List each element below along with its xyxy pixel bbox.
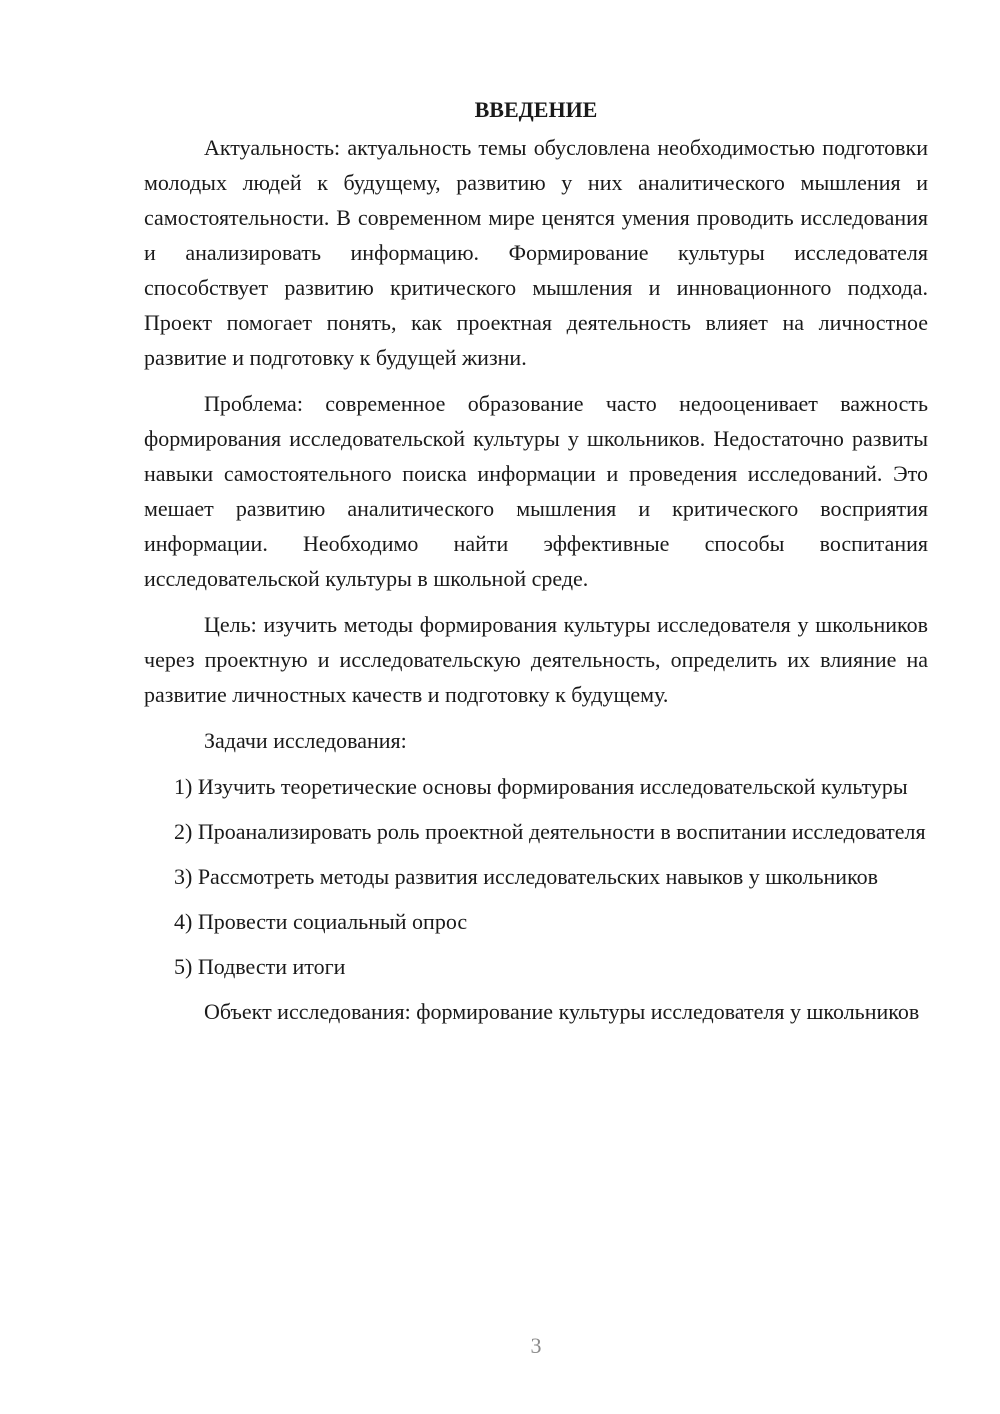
task-item: 1) Изучить теоретические основы формирования исследовательской культуры xyxy=(174,774,908,799)
page-number: 3 xyxy=(530,1333,542,1358)
relevance-paragraph: Актуальность: актуальность темы обусловлена необходимостью подготовки молодых людей к будущему, развитию у них аналитического мышления и самостоятельности. В современном мире ценятся умения проводить исследования и анализировать информацию. Формирование культуры исследователя способствует развитию критического мышления и инновационного подхода. Проект помогает понять, как проектная деятельность влияет на личностное развитие и подготовку к будущей жизни. xyxy=(144,135,928,370)
tasks-heading: Задачи исследования: xyxy=(204,728,407,753)
task-item: 2) Проанализировать роль проектной деятельности в воспитании исследователя xyxy=(174,819,926,844)
object-paragraph: Объект исследования: формирование культуры исследователя у школьников xyxy=(204,999,920,1024)
goal-paragraph: Цель: изучить методы формирования культуры исследователя у школьников через проектную и исследовательскую деятельность, определить их влияние на развитие личностных качеств и подготовку к будущему. xyxy=(144,612,928,707)
task-item: 5) Подвести итоги xyxy=(174,954,346,979)
page-content xyxy=(144,95,928,1040)
section-title: ВВЕДЕНИЕ xyxy=(474,97,598,122)
problem-paragraph: Проблема: современное образование часто недооценивает важность формирования исследовательской культуры у школьников. Недостаточно развиты навыки самостоятельного поиска информации и проведения исследований. Это мешает развитию аналитического мышления и критического восприятия информации. Необходимо найти эффективные способы воспитания исследовательской культуры в школьной среде. xyxy=(144,391,928,591)
task-item: 4) Провести социальный опрос xyxy=(174,909,468,934)
task-item: 3) Рассмотреть методы развития исследовательских навыков у школьников xyxy=(174,864,879,889)
